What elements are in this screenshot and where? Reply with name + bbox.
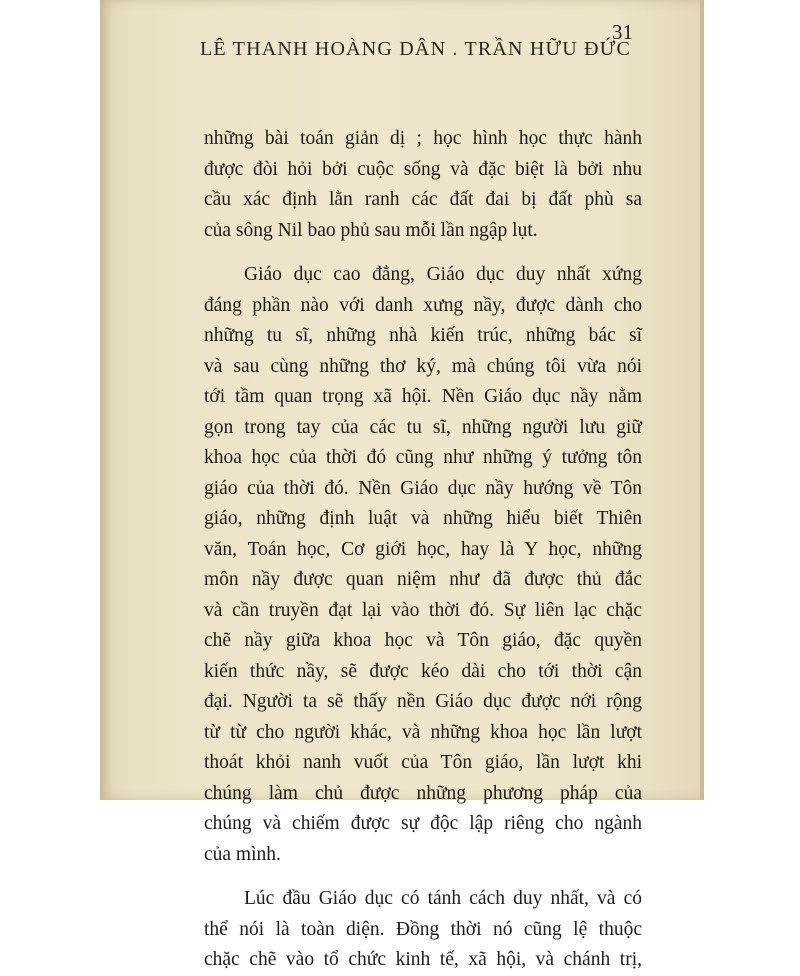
page-edge <box>700 0 704 800</box>
paragraph-2 <box>204 260 642 870</box>
text-line: những tu sĩ, những nhà kiến trúc, những bác sĩ <box>204 325 642 346</box>
text-line: chúng làm chủ được những phương pháp của <box>204 782 642 804</box>
text-line: chúng và chiếm được sự độc lập riêng cho ngành <box>204 813 642 834</box>
running-header: LÊ THANH HOÀNG DÂN . TRẦN HỮU ĐỨC <box>200 38 631 60</box>
text-line: đáng phần nào với danh xưng nầy, được dành cho <box>204 294 642 316</box>
text-line: khoa học của thời đó cũng như những ý tưởng tôn <box>204 447 642 468</box>
text-line: những bài toán giản dị ; học hình học thực hành <box>204 128 642 149</box>
text-line: gọn trong tay của các tu sĩ, những người lưu giữ <box>204 416 642 438</box>
paragraph-3 <box>204 884 642 976</box>
text-line: tới tầm quan trọng xã hội. Nền Giáo dục nầy nằm <box>204 386 642 407</box>
text-line: từ từ cho người khác, và những khoa học lần lượt <box>204 721 642 743</box>
text-line: giáo của thời đó. Nền Giáo dục nầy hướng về Tôn <box>204 477 642 499</box>
text-line: và cần truyền đạt lại vào thời đó. Sự liên lạc chặc <box>204 599 642 621</box>
text-line: kiến thức nầy, sẽ được kéo dài cho tới thời cận <box>204 660 642 682</box>
body-text <box>204 124 642 976</box>
text-line: Lúc đầu Giáo dục có tánh cách duy nhất, và có <box>244 888 642 909</box>
text-line: được đòi hỏi bởi cuộc sống và đặc biệt là bởi nhu <box>204 158 642 180</box>
text-line: đại. Người ta sẽ thấy nền Giáo dục được nới rộng <box>204 691 642 712</box>
text-line: giáo, những định luật và những hiểu biết Thiên <box>204 508 642 529</box>
text-line: thể nói là toàn diện. Đồng thời nó cũng lệ thuộc <box>204 918 642 940</box>
page-number: 31 <box>612 20 633 44</box>
text-line: của mình. <box>204 843 281 865</box>
text-line: thoát khỏi nanh vuốt của Tôn giáo, lần lượt khi <box>204 752 642 773</box>
text-line: chẽ nầy giữa khoa học và Tôn giáo, đặc quyền <box>204 630 642 651</box>
text-line: cầu xác định lằn ranh các đất đai bị đất phù sa <box>204 189 642 210</box>
text-line: chặc chẽ vào tổ chức kinh tế, xã hội, và chánh trị, <box>204 949 642 970</box>
text-line: Giáo dục cao đẳng, Giáo dục duy nhất xứng <box>244 264 642 285</box>
text-line: và sau cùng những thơ ký, mà chúng tôi vừa nói <box>204 355 642 377</box>
text-line: của sông Nil bao phủ sau mỗi lần ngập lụt. <box>204 219 538 241</box>
paragraph-1 <box>204 124 642 246</box>
text-line: môn nầy được quan niệm như đã được thủ đắc <box>204 569 642 590</box>
text-line: văn, Toán học, Cơ giới học, hay là Y học, những <box>204 538 642 560</box>
